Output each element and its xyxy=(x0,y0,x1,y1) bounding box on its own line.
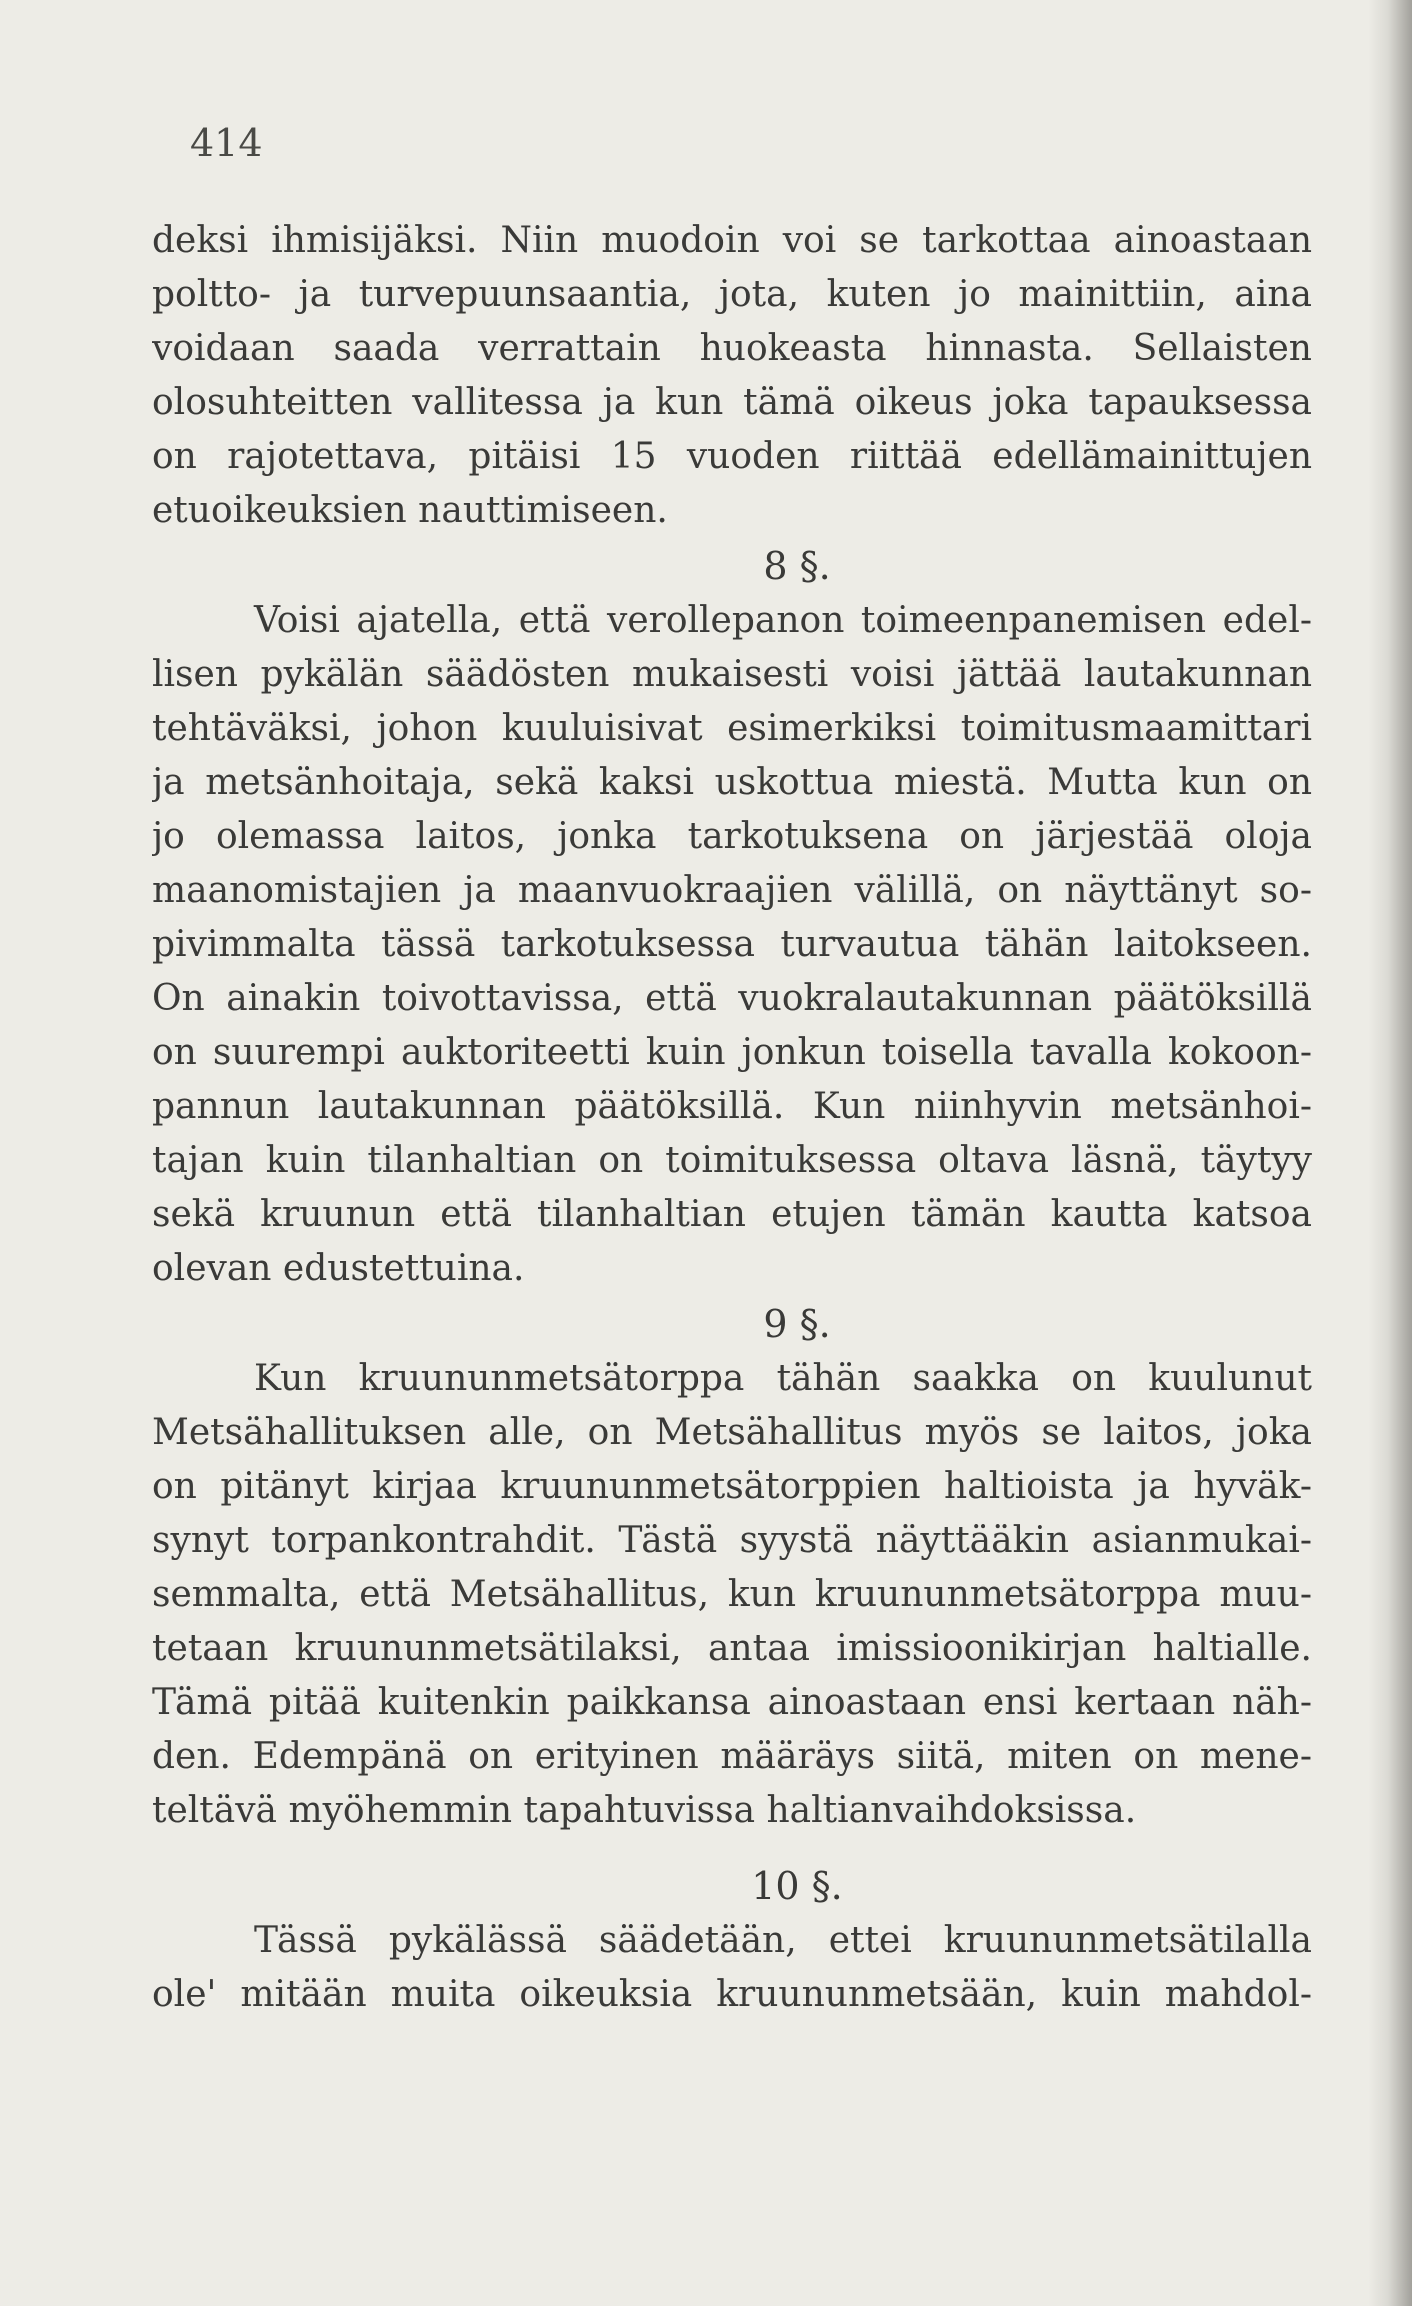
section-heading-9: 9 §. xyxy=(763,1302,831,1346)
text-line: pannun lautakunnan päätöksillä. Kun niinhyvin metsänhoi- xyxy=(152,1086,1312,1127)
text-line: den. Edempänä on erityinen määräys siitä, miten on mene- xyxy=(152,1736,1312,1777)
text-line: On ainakin toivottavissa, että vuokralautakunnan päätöksillä xyxy=(152,978,1312,1019)
paragraph-3 xyxy=(152,1352,1312,1838)
paragraph-2 xyxy=(152,594,1312,1296)
text-line: Tämä pitää kuitenkin paikkansa ainoastaan ensi kertaan näh- xyxy=(152,1682,1312,1723)
text-line: semmalta, että Metsähallitus, kun kruununmetsätorppa muu- xyxy=(152,1574,1312,1615)
text-line: on pitänyt kirjaa kruununmetsätorppien haltioista ja hyväk- xyxy=(152,1466,1312,1507)
text-line: jo olemassa laitos, jonka tarkotuksena on järjestää oloja xyxy=(152,816,1312,857)
text-line: Tässä pykälässä säädetään, ettei kruununmetsätilalla xyxy=(254,1920,1312,1961)
text-line: tajan kuin tilanhaltian on toimituksessa oltava läsnä, täytyy xyxy=(152,1140,1312,1181)
text-line: deksi ihmisijäksi. Niin muodoin voi se tarkottaa ainoastaan xyxy=(152,220,1312,261)
page-number: 414 xyxy=(190,121,263,165)
text-line: synyt torpankontrahdit. Tästä syystä näyttääkin asianmukai- xyxy=(152,1520,1312,1561)
text-line: poltto- ja turvepuunsaantia, jota, kuten jo mainittiin, aina xyxy=(152,274,1312,315)
section-heading-8: 8 §. xyxy=(763,544,831,588)
text-line: etuoikeuksien nauttimiseen. xyxy=(152,490,668,531)
section-heading-10: 10 §. xyxy=(751,1864,843,1908)
text-line: pivimmalta tässä tarkotuksessa turvautua tähän laitokseen. xyxy=(152,924,1312,965)
text-line: tehtäväksi, johon kuuluisivat esimerkiksi toimitusmaamittari xyxy=(152,708,1312,749)
text-line: Metsähallituksen alle, on Metsähallitus myös se laitos, joka xyxy=(152,1412,1312,1453)
text-line: olevan edustettuina. xyxy=(152,1248,525,1289)
text-line: on suurempi auktoriteetti kuin jonkun toisella tavalla kokoon- xyxy=(152,1032,1312,1073)
text-line: sekä kruunun että tilanhaltian etujen tämän kautta katsoa xyxy=(152,1194,1312,1235)
text-line: ja metsänhoitaja, sekä kaksi uskottua miestä. Mutta kun on xyxy=(152,762,1312,803)
text-line: olosuhteitten vallitessa ja kun tämä oikeus joka tapauksessa xyxy=(152,382,1312,423)
paragraph-4 xyxy=(152,1914,1312,2022)
text-line: Kun kruununmetsätorppa tähän saakka on kuulunut xyxy=(254,1358,1312,1399)
text-line: lisen pykälän säädösten mukaisesti voisi jättää lautakunnan xyxy=(152,654,1312,695)
text-line: on rajotettava, pitäisi 15 vuoden riittää edellämainittujen xyxy=(152,436,1312,477)
page-gutter-shadow xyxy=(1368,0,1412,2306)
text-line: Voisi ajatella, että verollepanon toimeenpanemisen edel- xyxy=(254,600,1312,641)
paragraph-1 xyxy=(152,214,1312,538)
text-line: tetaan kruununmetsätilaksi, antaa imissioonikirjan haltialle. xyxy=(152,1628,1312,1669)
body-text xyxy=(152,214,1312,2022)
text-line: voidaan saada verrattain huokeasta hinnasta. Sellaisten xyxy=(152,328,1312,369)
text-line: ole' mitään muita oikeuksia kruununmetsään, kuin mahdol- xyxy=(152,1974,1312,2015)
text-line: maanomistajien ja maanvuokraajien välillä, on näyttänyt so- xyxy=(152,870,1312,911)
text-line: teltävä myöhemmin tapahtuvissa haltianvaihdoksissa. xyxy=(152,1790,1137,1831)
